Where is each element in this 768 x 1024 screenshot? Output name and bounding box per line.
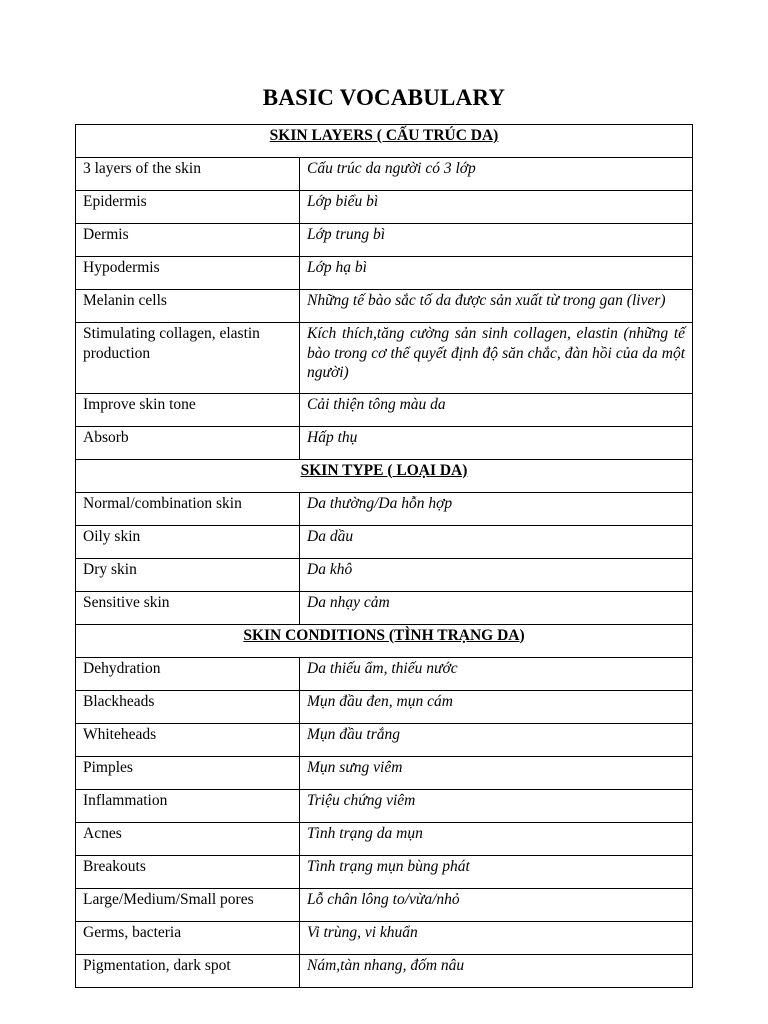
table-row [76, 158, 693, 191]
term-cell: Whiteheads [76, 723, 300, 756]
term-cell: Breakouts [76, 855, 300, 888]
table-row [76, 822, 693, 855]
meaning-cell: Tình trạng da mụn [300, 822, 693, 855]
table-row [76, 525, 693, 558]
term-cell: Large/Medium/Small pores [76, 888, 300, 921]
meaning-cell: Lỗ chân lông to/vừa/nhỏ [300, 888, 693, 921]
meaning-cell: Tình trạng mụn bùng phát [300, 855, 693, 888]
term-cell: Germs, bacteria [76, 921, 300, 954]
term-cell: Epidermis [76, 191, 300, 224]
table-row [76, 393, 693, 426]
term-cell: Pimples [76, 756, 300, 789]
section-heading-skin-type: SKIN TYPE ( LOẠI DA) [76, 459, 693, 492]
table-row [76, 789, 693, 822]
term-cell: Stimulating collagen, elastin production [76, 323, 300, 394]
table-row [76, 290, 693, 323]
term-cell: Melanin cells [76, 290, 300, 323]
term-cell: Pigmentation, dark spot [76, 954, 300, 987]
meaning-cell: Kích thích,tăng cường sản sinh collagen, elastin (những tế bào trong cơ thể quyết định độ săn chắc, đàn hồi của da một người) [300, 323, 693, 394]
table-row [76, 855, 693, 888]
table-row [76, 257, 693, 290]
table-row [76, 657, 693, 690]
meaning-cell: Da thiếu ẩm, thiếu nước [300, 657, 693, 690]
meaning-cell: Da nhạy cảm [300, 591, 693, 624]
vocabulary-table [75, 124, 693, 988]
meaning-cell: Da dầu [300, 525, 693, 558]
section-heading-skin-layers: SKIN LAYERS ( CẤU TRÚC DA) [76, 125, 693, 158]
section-heading-row [76, 125, 693, 158]
term-cell: Acnes [76, 822, 300, 855]
term-cell: 3 layers of the skin [76, 158, 300, 191]
meaning-cell: Cải thiện tông màu da [300, 393, 693, 426]
table-row [76, 323, 693, 394]
table-row [76, 426, 693, 459]
table-row [76, 591, 693, 624]
meaning-cell: Lớp biểu bì [300, 191, 693, 224]
term-cell: Inflammation [76, 789, 300, 822]
term-cell: Oily skin [76, 525, 300, 558]
meaning-cell: Mụn đầu trắng [300, 723, 693, 756]
table-row [76, 888, 693, 921]
term-cell: Normal/combination skin [76, 492, 300, 525]
meaning-cell: Da khô [300, 558, 693, 591]
meaning-cell: Những tế bào sắc tố da được sản xuất từ trong gan (liver) [300, 290, 693, 323]
term-cell: Absorb [76, 426, 300, 459]
term-cell: Dry skin [76, 558, 300, 591]
table-row [76, 921, 693, 954]
meaning-cell: Lớp hạ bì [300, 257, 693, 290]
meaning-cell: Hấp thụ [300, 426, 693, 459]
meaning-cell: Cấu trúc da người có 3 lớp [300, 158, 693, 191]
table-row [76, 224, 693, 257]
meaning-cell: Vi trùng, vi khuẩn [300, 921, 693, 954]
meaning-cell: Da thường/Da hỗn hợp [300, 492, 693, 525]
meaning-cell: Mụn sưng viêm [300, 756, 693, 789]
page-title: BASIC VOCABULARY [262, 85, 506, 110]
term-cell: Hypodermis [76, 257, 300, 290]
section-heading-skin-conditions: SKIN CONDITIONS (TÌNH TRẠNG DA) [76, 624, 693, 657]
meaning-cell: Triệu chứng viêm [300, 789, 693, 822]
table-row [76, 558, 693, 591]
table-row [76, 492, 693, 525]
table-row [76, 756, 693, 789]
term-cell: Dehydration [76, 657, 300, 690]
meaning-cell: Mụn đầu đen, mụn cám [300, 690, 693, 723]
term-cell: Sensitive skin [76, 591, 300, 624]
section-heading-row [76, 459, 693, 492]
table-row [76, 191, 693, 224]
term-cell: Improve skin tone [76, 393, 300, 426]
table-row [76, 690, 693, 723]
meaning-cell: Lớp trung bì [300, 224, 693, 257]
table-row [76, 954, 693, 987]
table-row [76, 723, 693, 756]
term-cell: Dermis [76, 224, 300, 257]
meaning-cell: Nám,tàn nhang, đốm nâu [300, 954, 693, 987]
section-heading-row [76, 624, 693, 657]
term-cell: Blackheads [76, 690, 300, 723]
